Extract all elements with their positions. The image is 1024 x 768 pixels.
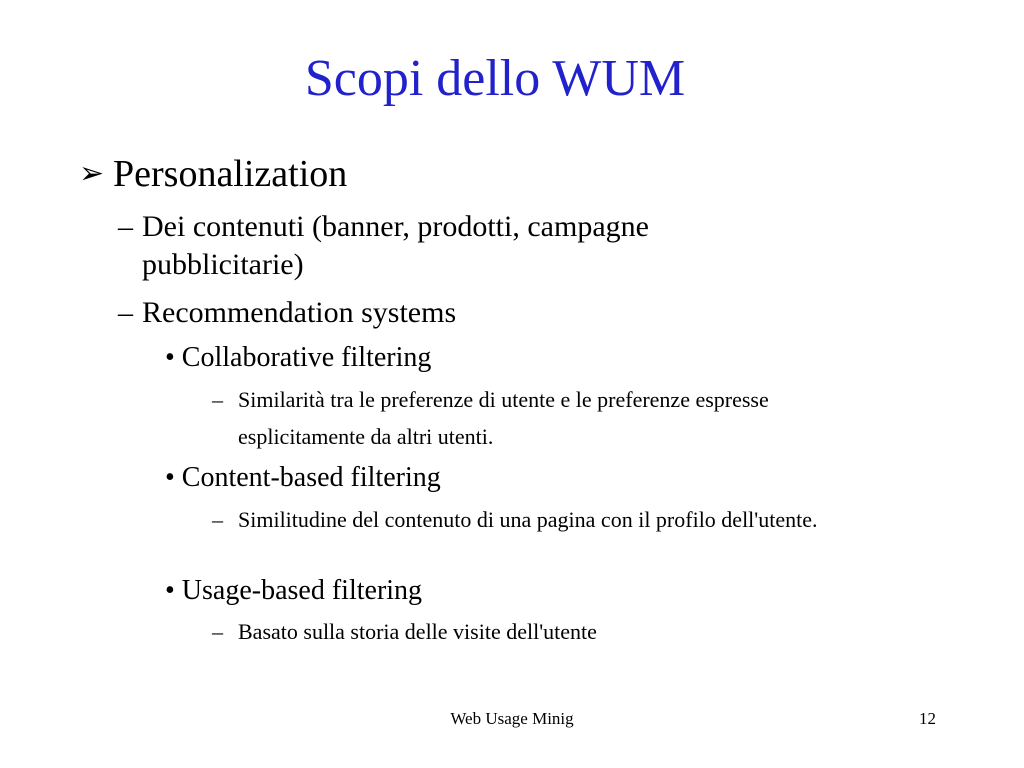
arrow-bullet-icon: ➢ xyxy=(79,157,105,190)
bullet-personalization xyxy=(79,150,347,198)
item-content-based-filtering: • Content-based filtering xyxy=(165,462,441,493)
item-contenuti xyxy=(118,208,782,284)
item-recommendation xyxy=(118,294,457,332)
footer-title: Web Usage Minig xyxy=(450,709,574,728)
detail-collaborative-text: Similarità tra le preferenze di utente e le preferenze espresse esplicitamente da altri utenti. xyxy=(238,387,769,449)
dash-icon: – xyxy=(118,296,133,329)
page-number: 12 xyxy=(919,709,936,728)
detail-usage-based-text: Basato sulla storia delle visite dell'utente xyxy=(238,619,597,644)
dash-icon: – xyxy=(212,619,223,644)
slide-title: Scopi dello WUM xyxy=(304,50,686,107)
dash-icon: – xyxy=(212,507,223,532)
item-contenuti-text: Dei contenuti (banner, prodotti, campagne pubblicitarie) xyxy=(142,210,649,281)
item-recommendation-text: Recommendation systems xyxy=(142,296,457,329)
bullet-personalization-text: Personalization xyxy=(113,153,348,195)
dash-icon: – xyxy=(212,387,223,412)
detail-collaborative xyxy=(212,381,848,455)
detail-content-based xyxy=(212,505,898,535)
dash-icon: – xyxy=(118,210,133,243)
item-usage-based-filtering: • Usage-based filtering xyxy=(165,575,423,606)
item-collaborative-filtering: • Collaborative filtering xyxy=(165,342,432,373)
detail-content-based-text: Similitudine del contenuto di una pagina con il profilo dell'utente. xyxy=(238,507,818,532)
detail-usage-based xyxy=(212,617,597,647)
